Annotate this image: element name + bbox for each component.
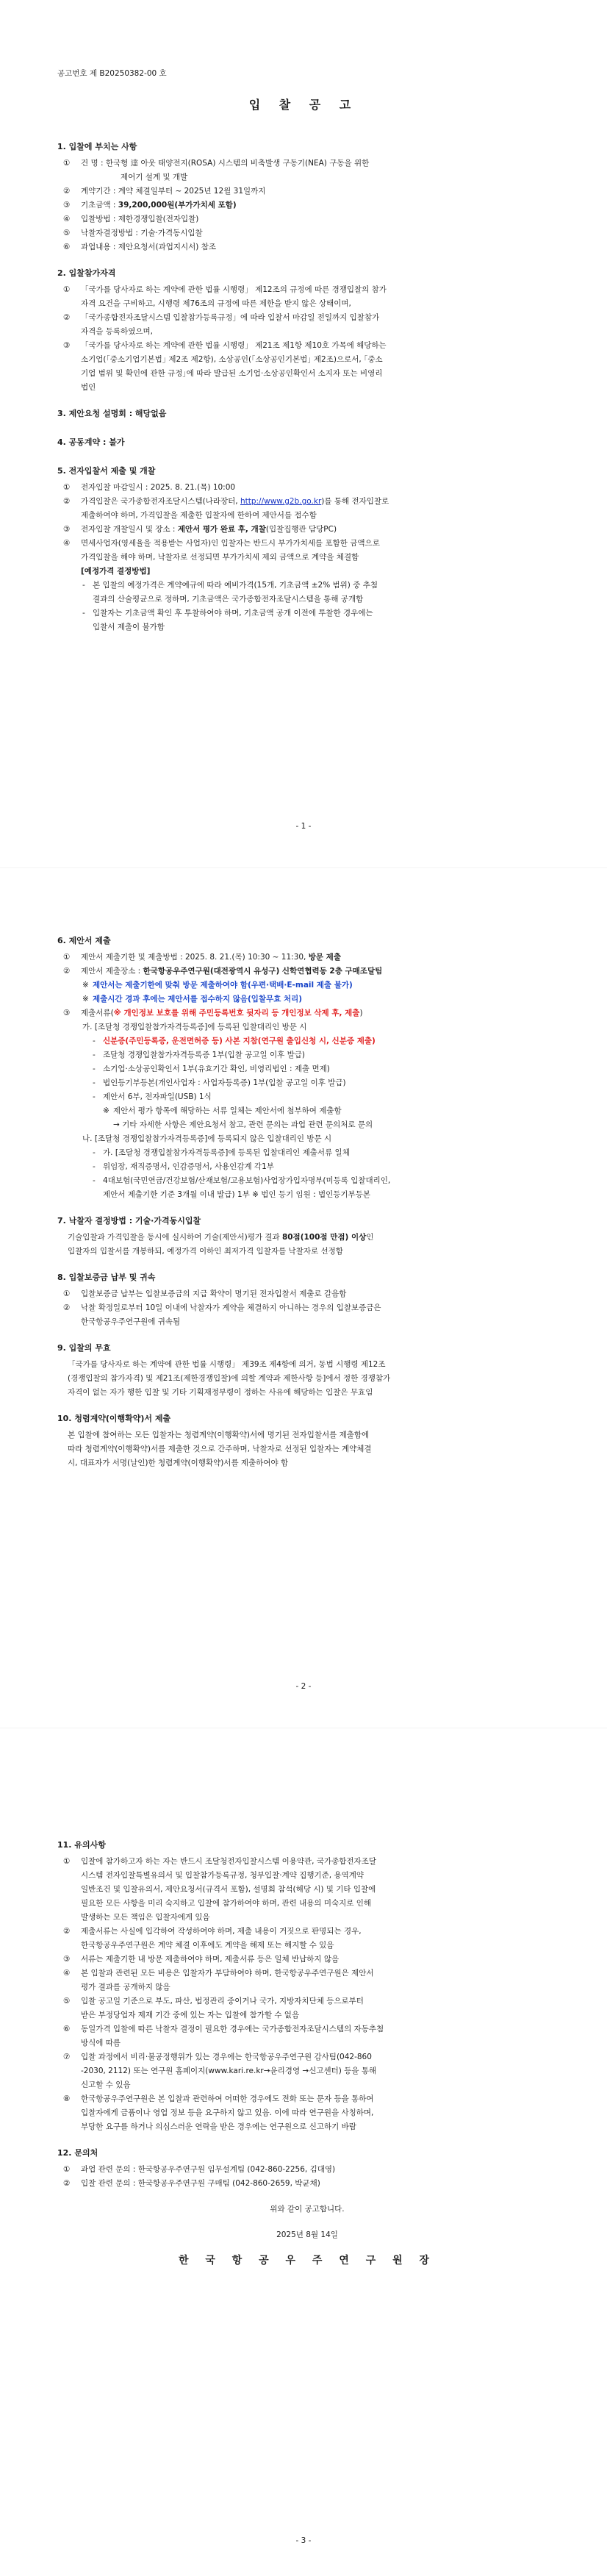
s6-ga: 가. [조달청 경쟁입찰참가자격등록증]에 등록된 입찰대리인 방문 시: [82, 1023, 307, 1031]
s6-na-3: - 4대보험(국민연금/건강보험/산재보험/고용보험)사업장가입자명부(미등록 입찰대리인,: [93, 1176, 391, 1185]
s5-item-4-cont: 가격입찰을 해야 하며, 낙찰자로 선정되면 부가가치세 제외 금액으로 계약을 체결함: [81, 553, 359, 562]
page-number-2: - 2 -: [295, 1682, 312, 1691]
s6-ga-5: - 제안서 6부, 전자파일(USB) 1식: [93, 1092, 212, 1101]
s11-item-1-cont4: 발생하는 모든 책임은 입찰자에게 있음: [81, 1913, 210, 1922]
page-1-content: [57, 140, 557, 634]
s8-item-1: ① 입찰보증금 납부는 입찰보증금의 지급 확약이 명기된 전자입찰서 제출로 갈음함: [63, 1289, 347, 1298]
s6-na-2: - 위임장, 재직증명서, 인감증명서, 사용인감계 각1부: [93, 1162, 274, 1171]
section-8-title: 8. 입찰보증금 납부 및 귀속: [57, 1273, 156, 1282]
s6-ga-note-cont: → 기타 자세한 사항은 제안요청서 참고, 관련 문의는 과업 관련 문의처로 문의: [113, 1120, 373, 1129]
s1-item-5: ⑤ 낙찰자결정방법 : 기술·가격동시입찰: [63, 229, 203, 237]
s6-ga-3: - 소기업·소상공인확인서 1부(유효기간 확인, 비영리법인 : 제출 면제): [93, 1065, 330, 1073]
s2-item-1: ① 「국가를 당사자로 하는 계약에 관한 법률 시행령」 제12조의 규정에 따른 경쟁입찰의 참가: [63, 285, 387, 294]
s8-item-2-cont: 한국항공우주연구원에 귀속됨: [81, 1317, 181, 1326]
section-11-title: 11. 유의사항: [57, 1840, 106, 1850]
s11-item-4: ④ 본 입찰과 관련된 모든 비용은 입찰자가 부담하여야 하며, 한국항공우주연구원은 제안서: [63, 1969, 374, 1978]
closing-text: 위와 같이 공고합니다.: [270, 2205, 345, 2214]
announcement-date: 2025년 8월 14일: [276, 2230, 338, 2239]
s5-bullet-1: - 본 입찰의 예정가격은 계약예규에 따라 예비가격(15개, 기초금액 ±2% 범위) 중 추첨: [82, 581, 378, 590]
s11-item-1-cont: 시스템 전자입찰특별유의서 및 입찰참가등록규정, 청부입찰·계약 집행기준, 용역계약: [81, 1871, 364, 1880]
s12-item-2: ② 입찰 관련 문의 : 한국항공우주연구원 구매팀 (042-860-2659, 박균채): [63, 2179, 320, 2188]
page-number-3: - 3 -: [295, 2536, 312, 2545]
s6-item-3: ③ 제출서류(※ 개인정보 보호를 위해 주민등록번호 뒷자리 등 개인정보 삭제 후, 제출): [63, 1009, 363, 1017]
s10-paragraph-cont: 따라 청렴계약(이행확약)서를 제출한 것으로 간주하며, 낙찰자로 선정된 입찰자는 계약체결: [68, 1445, 372, 1453]
s11-item-6: ⑥ 동일가격 입찰에 따른 낙찰자 결정이 필요한 경우에는 국가종합전자조달시스템의 자동추첨: [63, 2025, 384, 2033]
s5-bracket: [예정가격 결정방법]: [81, 567, 151, 576]
s2-item-2: ② 「국가종합전자조달시스템 입찰참가등록규정」에 따라 입찰서 마감일 전일까지 입찰참가: [63, 313, 380, 322]
section-12-title: 12. 문의처: [57, 2148, 98, 2158]
section-3-title: 3. 제안요청 설명회 : 해당없음: [57, 409, 167, 418]
s5-item-4: ④ 면세사업자(영세율을 적용받는 사업자)인 입찰자는 반드시 부가가치세를 포함한 금액으로: [63, 539, 380, 548]
s5-item-3: ③ 전자입찰 개찰일시 및 장소 : 제안서 평가 완료 후, 개찰(입찰집행관 담당PC): [63, 525, 337, 534]
section-6-title: 6. 제안서 제출: [57, 936, 111, 945]
s11-item-2: ② 제출서류는 사실에 입각하여 작성하여야 하며, 제출 내용이 거짓으로 판명되는 경우,: [63, 1927, 362, 1936]
s11-item-8: ⑧ 한국항공우주연구원은 본 입찰과 관련하여 어떠한 경우에도 전화 또는 문자 등을 통하여: [63, 2094, 374, 2103]
s1-item-6: ⑥ 과업내용 : 제안요청서(과업지시서) 참조: [63, 243, 217, 251]
s1-item-2: ② 계약기간 : 계약 체결일부터 ~ 2025년 12월 31일까지: [63, 187, 266, 196]
s9-paragraph-cont: (경쟁입찰의 참가자격) 및 제21조(제한경쟁입찰)에 의할 계약과 제한사항 등]에서 정한 경쟁참가: [68, 1374, 391, 1383]
s11-item-7: ⑦ 입찰 과정에서 비리·불공정행위가 있는 경우에는 한국항공우주연구원 감사팀(042-860: [63, 2053, 372, 2061]
s11-item-8-cont2: 부당한 요구를 하거나 의심스러운 연락을 받은 경우에는 연구원으로 신고하기 바람: [81, 2122, 356, 2131]
organization-name: 한 국 항 공 우 주 연 구 원 장: [178, 2255, 437, 2266]
s11-item-1: ① 입찰에 참가하고자 하는 자는 반드시 조달청전자입찰시스템 이용약관, 국가종합전자조달: [63, 1857, 376, 1866]
s6-ga-1: - 신분증(주민등록증, 운전면허증 등) 사본 지참(연구원 출입신청 시, 신분증 제출): [93, 1037, 376, 1045]
s5-item-2-cont: 제출하여야 하며, 가격입찰을 제출한 입찰자에 한하여 제안서를 접수함: [81, 511, 317, 520]
page-number-1: - 1 -: [295, 822, 312, 831]
notice-number: 공고번호 제 B20250382-00 호: [57, 69, 167, 78]
section-1-title: 1. 입찰에 부치는 사항: [57, 142, 137, 151]
s9-paragraph-cont2: 자격이 없는 자가 행한 입찰 및 기타 기획재정부령이 정하는 사유에 해당하는 입찰은 무효임: [68, 1388, 373, 1397]
s8-item-2: ② 낙찰 확정일로부터 10일 이내에 낙찰자가 계약을 체결하지 아니하는 경우의 입찰보증금은: [63, 1303, 381, 1312]
s5-bullet-1-cont: 결과의 산술평균으로 정하며, 기초금액은 국가종합전자조달시스템을 통해 공개함: [93, 595, 364, 604]
section-5-title: 5. 전자입찰서 제출 및 개찰: [57, 466, 156, 476]
s2-item-3-cont3: 법인: [81, 383, 96, 392]
s5-bullet-2-cont: 입찰서 제출이 불가함: [93, 623, 165, 632]
s5-item-2: ② 가격입찰은 국가종합전자조달시스템(나라장터, http://www.g2b.go.kr)를 통해 전자입찰로: [63, 497, 389, 506]
s11-item-7-cont2: 신고할 수 있음: [81, 2081, 131, 2089]
s6-ga-4: - 법인등기부등본(개인사업자 : 사업자등록증) 1부(입찰 공고일 이후 발급): [93, 1078, 346, 1087]
s11-item-5: ⑤ 입찰 공고일 기준으로 부도, 파산, 법정관리 중이거나 국가, 지방자치단체 등으로부터: [63, 1997, 364, 2006]
s10-paragraph-cont2: 시, 대표자가 서명(날인)한 청렴계약(이행확약)서를 제출하여야 함: [68, 1459, 289, 1467]
s5-bullet-2: - 입찰자는 기초금액 확인 후 투찰하여야 하며, 기초금액 공개 이전에 투찰한 경우에는: [82, 609, 373, 618]
s1-item-4: ④ 입찰방법 : 제한경쟁입찰(전자입찰): [63, 215, 199, 223]
section-2-title: 2. 입찰참가자격: [57, 268, 116, 278]
s6-ga-2: - 조달청 경쟁입찰참가자격등록증 1부(입찰 공고일 이후 발급): [93, 1051, 305, 1059]
s6-item-2: ② 제안서 제출장소 : 한국항공우주연구원(대전광역시 유성구) 신학연협력동 2층 구매조달팀: [63, 967, 383, 976]
section-9-title: 9. 입찰의 무효: [57, 1343, 111, 1353]
s9-paragraph: 「국가를 당사자로 하는 계약에 관한 법률 시행령」 제39조 제4항에 의거, 동법 시행령 제12조: [68, 1360, 386, 1369]
s11-item-6-cont: 방식에 따름: [81, 2039, 121, 2047]
page-2: [0, 867, 607, 1728]
s1-item-1: ① 건 명 : 한국형 達 아웃 태양전지(ROSA) 시스템의 비축발생 구동기(NEA) 구동을 위한: [63, 159, 370, 168]
s11-item-5-cont: 받은 부정당업자 제재 기간 중에 있는 자는 입찰에 참가할 수 없음: [81, 2011, 300, 2019]
page-title: 입 찰 공 고: [248, 98, 359, 112]
s11-item-1-cont3: 필요한 모든 사항을 미리 숙지하고 입찰에 참가하여야 하며, 관련 내용의 미숙지로 인해: [81, 1899, 372, 1908]
s11-item-4-cont: 평가 결과를 공개하지 않음: [81, 1983, 170, 1992]
s11-item-3: ③ 서류는 제출기한 내 방문 제출하여야 하며, 제출서류 등은 일체 반납하지 않음: [63, 1955, 340, 1964]
s2-item-1-cont: 자격 요건을 구비하고, 시행령 제76조의 규정에 따른 제한을 받지 않은 상태이며,: [81, 299, 351, 308]
page-3: [0, 1728, 607, 2576]
s6-note-1: ※ 제안서는 제출기한에 맞춰 방문 제출하여야 함(우편·택배·E-mail 제출 불가): [82, 981, 353, 990]
s2-item-3-cont2: 기업 범위 및 확인에 관한 규정｣에 따라 발급된 소기업·소상공인확인서 소지자 또는 비영리: [81, 369, 383, 378]
s1-item-3: ③ 기초금액 : 39,200,000원(부가가치세 포함): [63, 201, 237, 210]
s7-paragraph-cont: 입찰자의 입찰서를 개봉하되, 예정가격 이하인 최저가격 입찰자를 낙찰자로 선정함: [68, 1247, 343, 1256]
s7-paragraph: 기술입찰과 가격입찰을 동시에 실시하여 기술(제안서)평가 결과 80점(100점 만점) 이상인: [68, 1233, 374, 1242]
s12-item-1: ① 과업 관련 문의 : 한국항공우주연구원 임무설계팀 (042-860-2256, 김대영): [63, 2165, 336, 2174]
s6-item-1: ① 제안서 제출기한 및 제출방법 : 2025. 8. 21.(목) 10:30 ~ 11:30, 방문 제출: [63, 953, 341, 962]
s10-paragraph: 본 입찰에 참여하는 모든 입찰자는 청렴계약(이행확약)서에 명기된 전자입찰서를 제출함에: [68, 1431, 370, 1439]
s11-item-7-cont: -2030, 2112) 또는 연구원 홈페이지(www.kari.re.kr→윤리경영 →신고센터) 등을 통해: [81, 2067, 377, 2075]
s11-item-8-cont: 입찰자에게 금품이나 영업 정보 등을 요구하지 않고 있음. 이에 따라 연구원을 사칭하며,: [81, 2108, 374, 2117]
s2-item-3: ③ 「국가를 당사자로 하는 계약에 관한 법률 시행령」 제21조 제1항 제10호 가목에 해당하는: [63, 341, 387, 350]
section-4-title: 4. 공동계약 : 불가: [57, 437, 125, 447]
s2-item-2-cont: 자격을 등록하였으며,: [81, 327, 153, 336]
page-3-content: [57, 1838, 557, 2268]
page-2-content: [57, 934, 557, 1470]
s6-ga-note: ※ 제안서 평가 항목에 해당하는 서류 일체는 제안서에 첨부하여 제출함: [103, 1106, 342, 1115]
s11-item-1-cont2: 일반조건 및 입찰유의서, 제안요청서(규격서 포함), 설명회 참석(해당 시) 및 기타 입찰에: [81, 1885, 376, 1894]
s11-item-2-cont: 한국항공우주연구원은 계약 체결 이후에도 계약을 해제 또는 해지할 수 있음: [81, 1941, 334, 1950]
section-7-title: 7. 낙찰자 결정방법 : 기술·가격동시입찰: [57, 1216, 201, 1226]
section-10-title: 10. 청렴계약(이행확약)서 제출: [57, 1414, 171, 1423]
g2b-link[interactable]: http://www.g2b.go.kr: [240, 497, 322, 506]
page-1: [0, 0, 607, 867]
s6-note-2: ※ 제출시간 경과 후에는 제안서를 접수하지 않음(입찰무효 처리): [82, 995, 303, 1003]
s5-item-1: ① 전자입찰 마감일시 : 2025. 8. 21.(목) 10:00: [63, 483, 236, 492]
s6-na: 나. [조달청 경쟁입찰참가자격등록증]에 등록되지 않은 입찰대리인 방문 시: [82, 1134, 332, 1143]
s2-item-3-cont: 소기업(｢중소기업기본법｣ 제2조 제2항), 소상공인(｢소상공인기본법｣ 제2조)으로서, ｢중소: [81, 355, 383, 364]
s6-na-1: - 가. [조달청 경쟁입찰참가자격등록증]에 등록된 입찰대리인 제출서류 일체: [93, 1148, 350, 1157]
s6-na-3-cont: 제안서 제출기한 기준 3개월 이내 발급) 1부 ※ 법인 등기 임원 : 법인등기부등본: [103, 1190, 370, 1199]
s1-item-1-cont: 제어기 설계 및 개발: [121, 173, 188, 182]
